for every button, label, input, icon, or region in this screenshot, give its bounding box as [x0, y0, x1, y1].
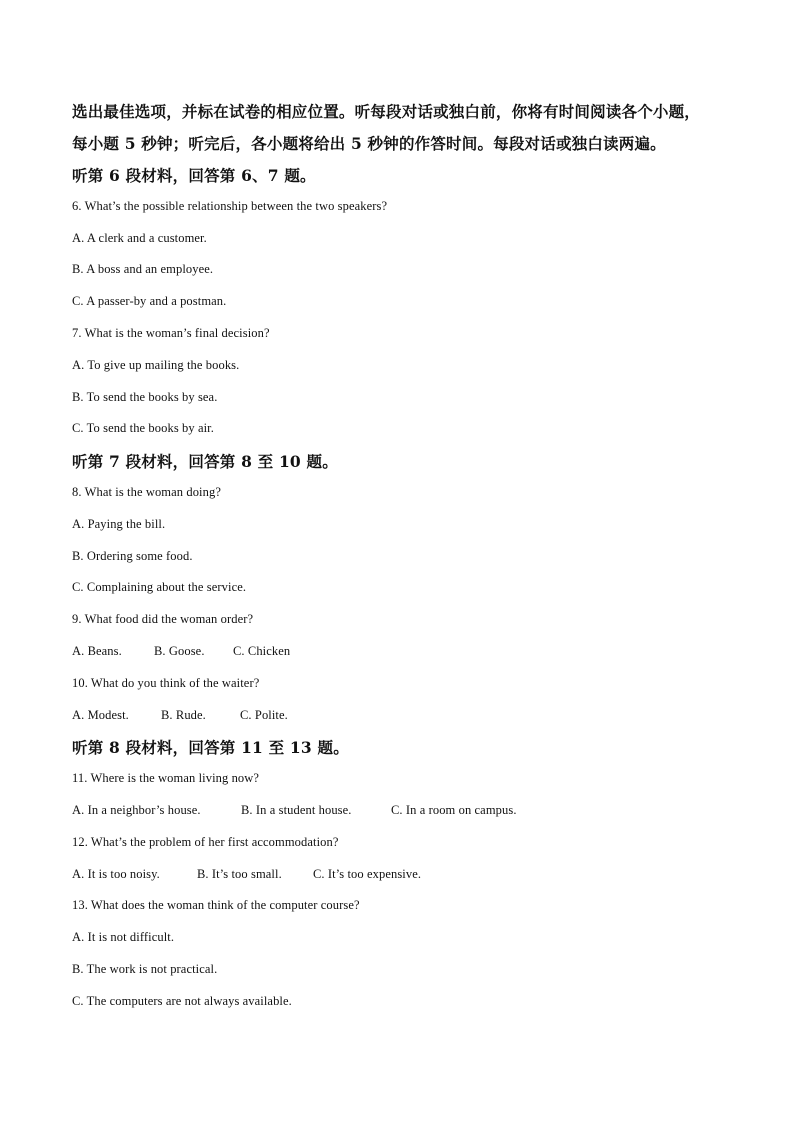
question-11-option-b: B. In a student house.	[241, 803, 352, 817]
question-9: 9. What food did the woman order?	[72, 612, 254, 626]
question-6-option-a: A. A clerk and a customer.	[72, 231, 207, 245]
question-10: 10. What do you think of the waiter?	[72, 676, 260, 690]
instruction-line-2: 每小题 5 秒钟；听完后，各小题将给出 5 秒钟的作答时间。每段对话或独白读两遍。	[72, 134, 666, 153]
question-8-option-a: A. Paying the bill.	[72, 517, 166, 531]
question-9-options	[72, 644, 290, 659]
question-11-option-c: C. In a room on campus.	[391, 803, 517, 817]
question-11: 11. Where is the woman living now?	[72, 771, 260, 785]
question-7: 7. What is the woman’s final decision?	[72, 326, 270, 340]
question-8: 8. What is the woman doing?	[72, 485, 221, 499]
question-9-option-c: C. Chicken	[233, 644, 291, 658]
question-6: 6. What’s the possible relationship between the two speakers?	[72, 199, 388, 213]
question-13-option-b: B. The work is not practical.	[72, 962, 218, 976]
question-10-options	[72, 708, 288, 723]
question-10-option-b: B. Rude.	[161, 708, 206, 722]
question-7-option-b: B. To send the books by sea.	[72, 390, 218, 404]
question-8-option-c: C. Complaining about the service.	[72, 580, 247, 594]
question-8-option-b: B. Ordering some food.	[72, 549, 193, 563]
instruction-line-1: 选出最佳选项，并标在试卷的相应位置。听每段对话或独白前，你将有时间阅读各个小题，	[72, 102, 701, 121]
question-7-option-c: C. To send the books by air.	[72, 421, 214, 435]
question-11-option-a: A. In a neighbor’s house.	[72, 803, 201, 817]
question-13: 13. What does the woman think of the computer course?	[72, 898, 360, 912]
question-12-option-a: A. It is too noisy.	[72, 867, 160, 881]
question-6-option-c: C. A passer-by and a postman.	[72, 294, 227, 308]
question-11-options	[72, 803, 517, 818]
question-12-option-b: B. It’s too small.	[197, 867, 282, 881]
section-heading-6: 听第 6 段材料，回答第 6、7 题。	[72, 166, 316, 185]
question-13-option-a: A. It is not difficult.	[72, 930, 175, 944]
section-heading-8: 听第 8 段材料，回答第 11 至 13 题。	[72, 738, 349, 757]
question-9-option-a: A. Beans.	[72, 644, 122, 658]
question-12: 12. What’s the problem of her first accommodation?	[72, 835, 339, 849]
question-10-option-a: A. Modest.	[72, 708, 129, 722]
question-7-option-a: A. To give up mailing the books.	[72, 358, 240, 372]
question-13-option-c: C. The computers are not always available.	[72, 994, 292, 1008]
question-6-option-b: B. A boss and an employee.	[72, 262, 214, 276]
question-12-option-c: C. It’s too expensive.	[313, 867, 422, 881]
question-12-options	[72, 867, 421, 882]
question-9-option-b: B. Goose.	[154, 644, 205, 658]
question-10-option-c: C. Polite.	[240, 708, 288, 722]
section-heading-7: 听第 7 段材料，回答第 8 至 10 题。	[72, 452, 338, 471]
